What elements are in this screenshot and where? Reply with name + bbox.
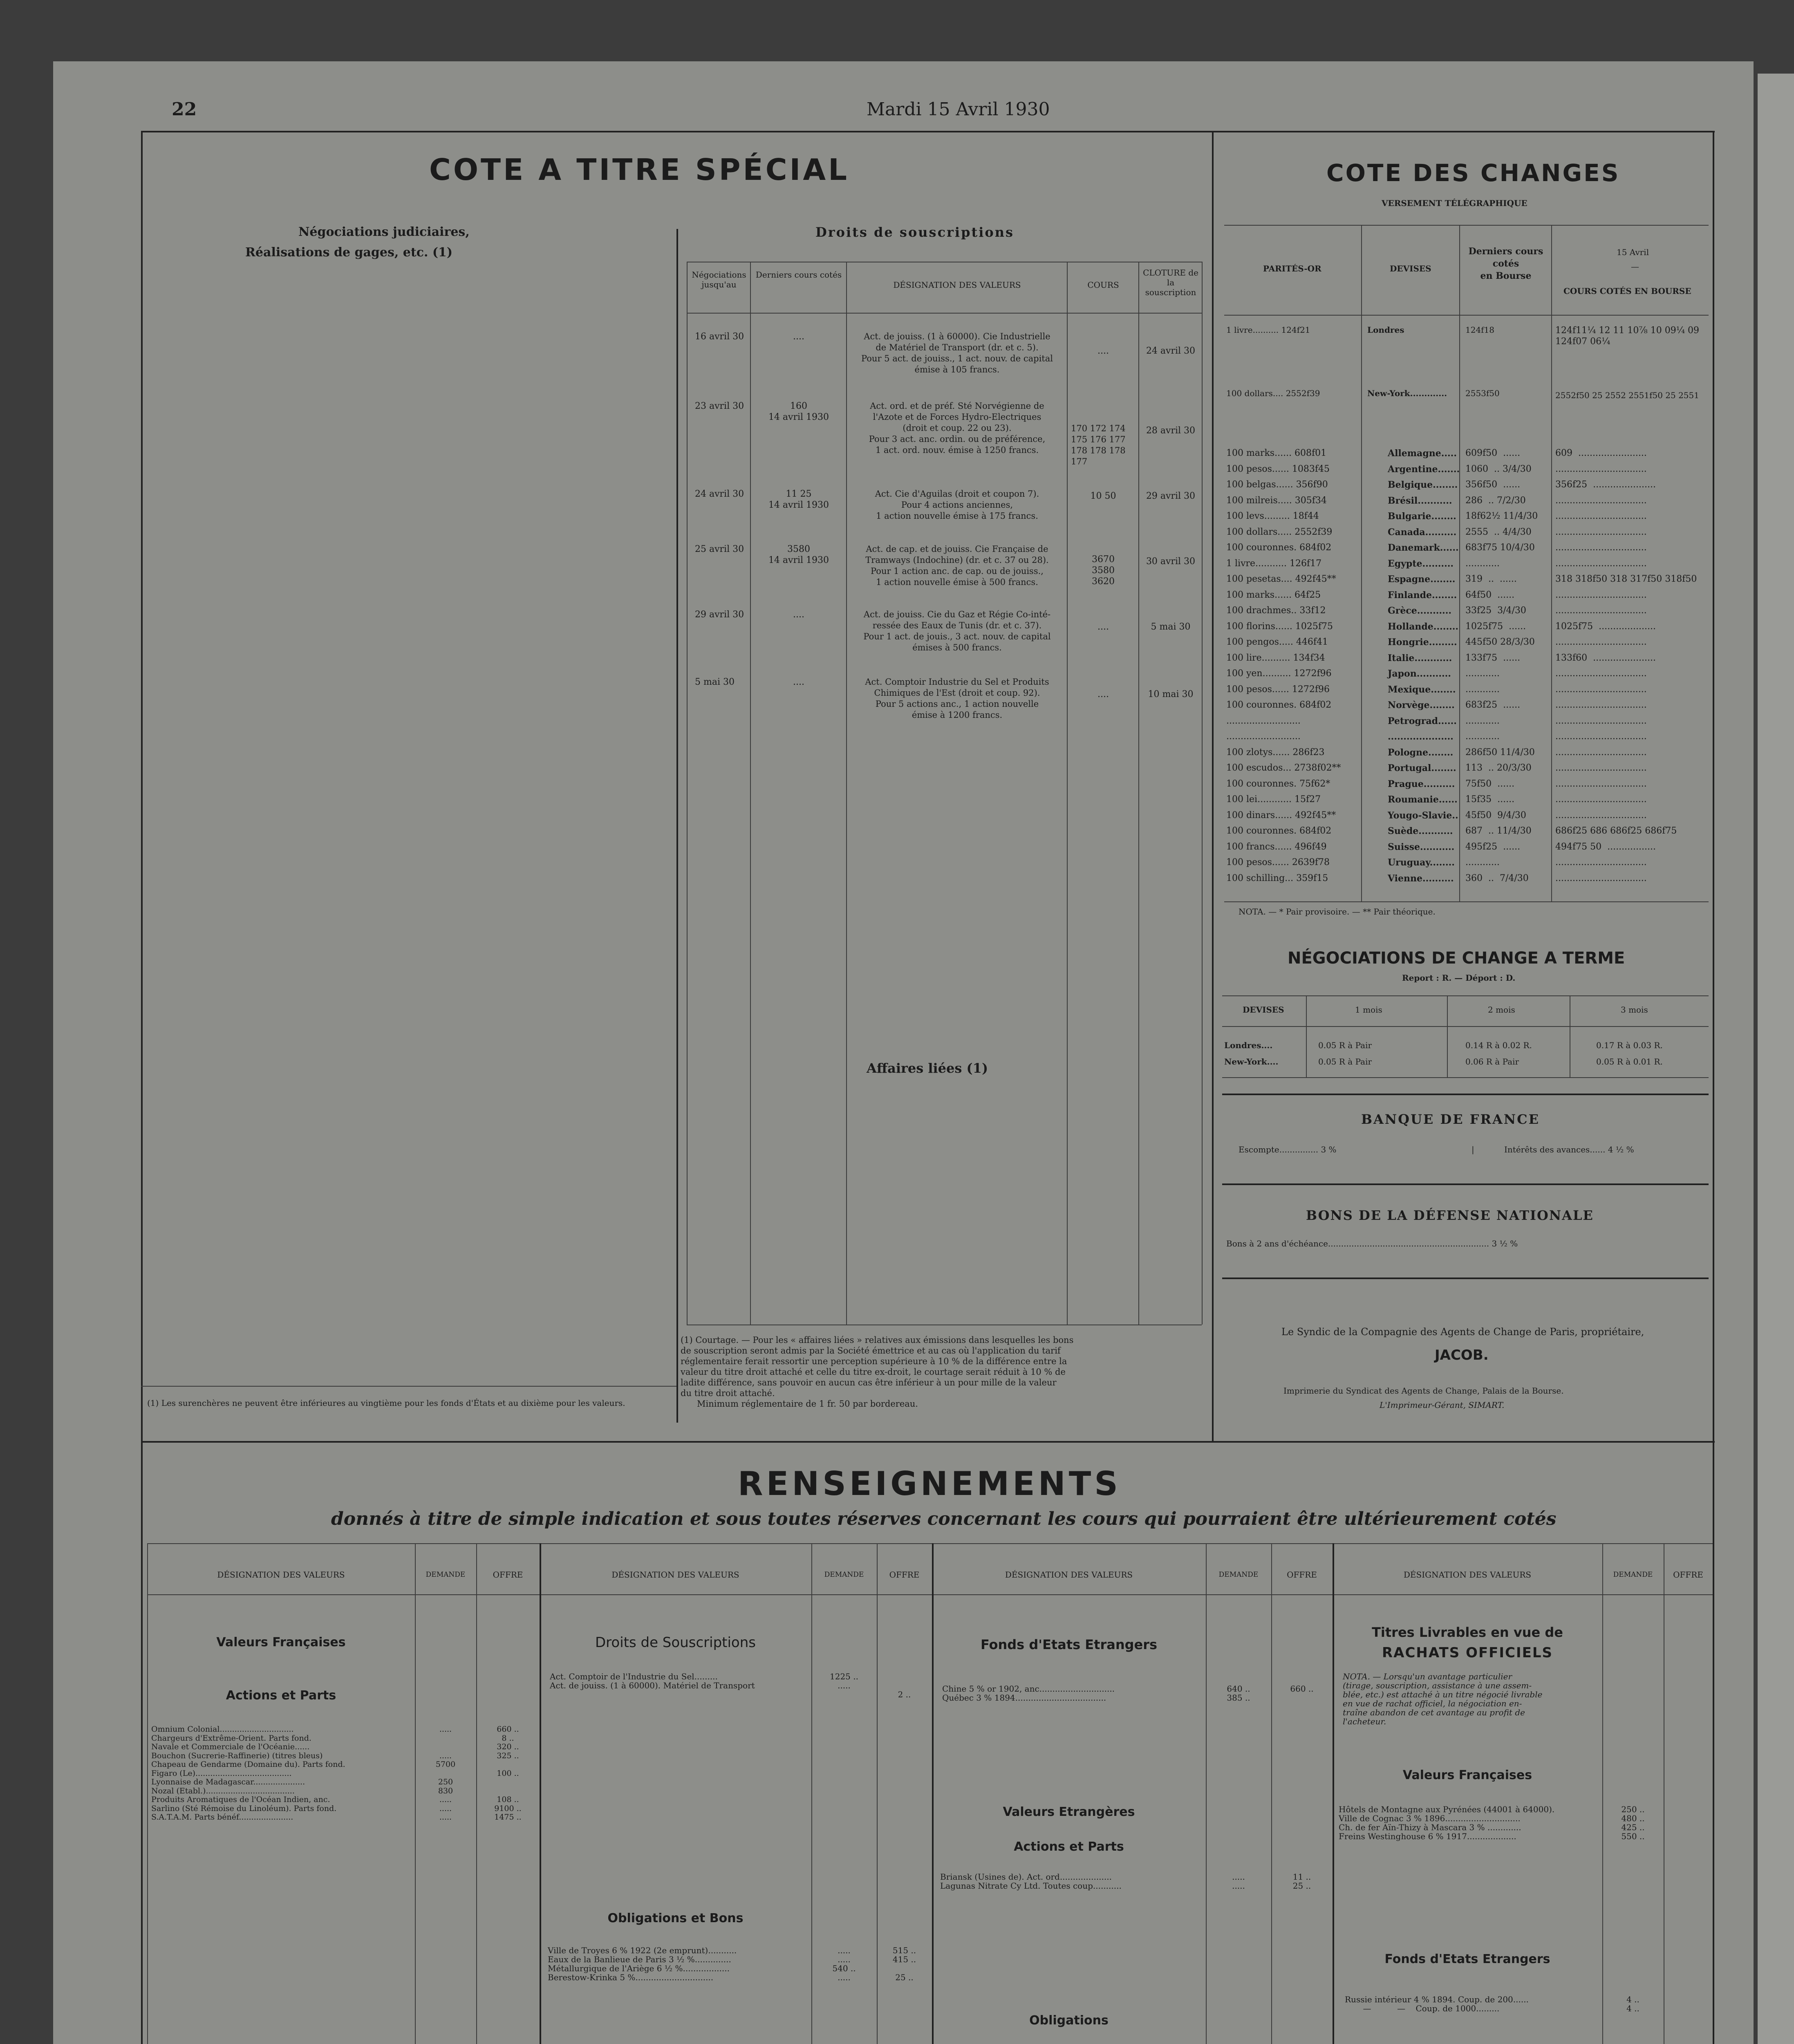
terme-header-1mois: 1 mois <box>1355 1005 1382 1015</box>
rens-c4-items1: Hôtels de Montagne aux Pyrénées (44001 à 64000). Ville de Cognac 3 % 1896............................. Ch. de fer Aïn-Thizy à Mascara 3 % ............. Freins Westinghouse 6 % 1917................... <box>1339 1804 1555 1841</box>
imprimerie-line: Imprimerie du Syndicat des Agents de Change, Palais de la Bourse. <box>1283 1386 1564 1396</box>
bons-line: Bons à 2 ans d'échéance.............................................................. 3 ½ % <box>1226 1239 1518 1248</box>
banque-rule-bottom <box>1222 1183 1709 1185</box>
changes-derniers-list: 609f50 ...... 1060 .. 3/4/30 356f50 ...... 286 .. 7/2/30 18f62½ 11/4/30 2555 .. 4/4/30 683f75 10/4/30 ............ 319 .. ...... 64f50 ...... 33f25 3/4/30 1025f75 ...... 445f50 28/3/30 133f75 ...... ............ ............ 683f25 ...... ............ ............ 286f50 11/4/30 113 .. 20/3/30 75f50 ...... 15f35 ...... 45f50 9/4/30 687 .. 11/4/30 495f25 ...... ............ 360 .. 7/4/30 <box>1465 448 1538 883</box>
droits-row-last: .... <box>793 610 804 620</box>
terme-header-3mois: 3 mois <box>1621 1005 1648 1015</box>
renseignements-title: RENSEIGNEMENTS <box>738 1465 1121 1503</box>
rens-col-line <box>1602 1543 1603 2044</box>
cote-special-title: COTE A TITRE SPÉCIAL <box>429 152 849 187</box>
terme-londres: Londres.... <box>1224 1040 1273 1050</box>
gerant-line: L'Imprimeur-Gérant, SIMART. <box>1380 1400 1505 1410</box>
droits-row-desc: Act. Cie d'Aguilas (droit et coupon 7). Pour 4 actions anciennes, 1 action nouvelle émise à 175 francs. <box>875 489 1039 521</box>
terme-header-devises: DEVISES <box>1243 1005 1284 1015</box>
droits-row-date: 24 avril 30 <box>695 489 744 499</box>
rens-h-demande: DEMANDE <box>1218 1571 1259 1579</box>
droits-col-line <box>1202 262 1203 1325</box>
rens-h-offre: OFFRE <box>1287 1570 1317 1580</box>
terme-londres-3: 0.17 R à 0.03 R. <box>1596 1040 1663 1050</box>
rens-c3-sec1: Fonds d'Etats Etrangers <box>980 1637 1158 1652</box>
droits-header-cours: COURS <box>1087 280 1119 290</box>
terme-title: NÉGOCIATIONS DE CHANGE A TERME <box>1288 949 1625 968</box>
rens-h-desig: DÉSIGNATION DES VALEURS <box>1005 1570 1133 1580</box>
droits-row-cours: 3670 3580 3620 <box>1092 554 1115 587</box>
rens-col-line <box>147 1543 148 2044</box>
droits-row-cours: 10 50 <box>1090 491 1116 501</box>
droits-row-cloture: 29 avril 30 <box>1146 491 1196 501</box>
changes-divider <box>1212 131 1214 1441</box>
banque-avances: Intérêts des avances...... 4 ½ % <box>1504 1145 1634 1154</box>
rens-c4-demande2: 4 .. 4 .. <box>1626 1995 1639 2013</box>
rens-c2-sec2: Obligations et Bons <box>607 1911 744 1925</box>
renseignements-subtitle: donnés à titre de simple indication et sous toutes réserves concernant les cours qui pourraient être ultérieurement cotés <box>331 1508 1557 1529</box>
rens-c3-demande2: ..... ..... <box>1232 1872 1245 1891</box>
rens-c2-offre2: 515 .. 415 .. 25 .. <box>892 1945 916 1982</box>
droits-row-desc: Act. de jouiss. Cie du Gaz et Régie Co-inté- ressée des Eaux de Tunis (dr. et c. 37). Pour 1 act. de jouis., 3 act. nouv. de capital émises à 500 francs. <box>863 610 1051 652</box>
changes-header-date: 15 Avril <box>1617 247 1649 257</box>
rens-h-demande: DEMANDE <box>824 1571 864 1579</box>
changes-head-top <box>1224 225 1709 226</box>
droits-head-bottom <box>687 313 1202 314</box>
rens-c4-sec3: Fonds d'Etats Etrangers <box>1384 1952 1550 1966</box>
droits-row-cloture: 24 avril 30 <box>1146 346 1196 356</box>
droits-row-cloture: 5 mai 30 <box>1151 622 1191 632</box>
rens-c3-offre2: 11 .. 25 .. <box>1292 1872 1311 1891</box>
rens-h-offre: OFFRE <box>889 1570 920 1580</box>
rens-h-demande: DEMANDE <box>1613 1571 1653 1579</box>
terme-head-top <box>1222 995 1709 996</box>
changes-dollar-cours: 2552f50 25 2552 2551f50 25 2551 <box>1555 390 1699 400</box>
droits-col-line <box>687 262 688 1325</box>
droits-row-cloture: 30 avril 30 <box>1146 556 1196 567</box>
rens-c3-demande1: 640 .. 385 .. <box>1227 1684 1250 1703</box>
droits-row-desc: Act. Comptoir Industrie du Sel et Produits Chimiques de l'Est (droit et coup. 92). Pour 5 actions anc., 1 action nouvelle émise à 1200 francs. <box>865 677 1049 720</box>
rens-col-line <box>540 1543 541 2044</box>
terme-header-2mois: 2 mois <box>1488 1005 1515 1015</box>
changes-dollar-last: 2553f50 <box>1465 388 1500 398</box>
droits-row-last: 11 25 14 avril 1930 <box>768 489 829 510</box>
changes-header-devises: DEVISES <box>1390 264 1431 273</box>
rens-c2-demande1: 1225 .. ..... <box>830 1672 858 1690</box>
page-date: Mardi 15 Avril 1930 <box>867 99 1050 120</box>
rens-col-line <box>1206 1543 1207 2044</box>
courtage-note: (1) Courtage. — Pour les « affaires liées » relatives aux émissions dans lesquelles les bons de souscription seront admis par la Société émettrice et au cas où l'application du tarif réglementaire ferait ressortir une perception supérieure à 10 % de la différence entre la valeur du titre droit attaché et celle du titre ex-droit, le courtage serait réduit à 10 % de ladite différence, sans pouvoir en aucun cas être inférieur à un pour mille de la valeur du titre droit attaché. Minimum réglementaire de 1 fr. 50 par bordereau. <box>681 1335 1074 1409</box>
changes-livre-parite: 1 livre.......... 124f21 <box>1226 325 1310 335</box>
rens-h-desig: DÉSIGNATION DES VALEURS <box>217 1570 345 1580</box>
changes-header-dash: — <box>1631 262 1639 271</box>
rens-c2-items2: Ville de Troyes 6 % 1922 (2e emprunt)........... Eaux de la Banlieue de Paris 3 ½ %.............. Métallurgique de l'Ariège 6 ½ %.................. Berestow-Krinka 5 %.............................. <box>548 1945 737 1982</box>
rens-h-offre: OFFRE <box>1673 1570 1703 1580</box>
rens-c4-sec1a: Titres Livrables en vue de <box>1372 1625 1563 1640</box>
rens-c1-demande: ..... ..... 5700 250 830 ..... ..... ..... <box>435 1725 456 1822</box>
banque-separator: | <box>1471 1145 1474 1154</box>
rens-c4-sec1b: RACHATS OFFICIELS <box>1382 1645 1553 1661</box>
changes-subtitle: VERSEMENT TÉLÉGRAPHIQUE <box>1382 198 1527 208</box>
rens-c4-items2: Russie intérieur 4 % 1894. Coup. de 200...... — — Coup. de 1000......... <box>1345 1995 1529 2013</box>
droits-col-line <box>846 262 847 1325</box>
droits-row-desc: Act. de cap. et de jouiss. Cie Française de Tramways (Indochine) (dr. et c. 37 ou 28). Pour 1 action anc. de cap. ou de jouiss., 1 action nouvelle émise à 500 francs. <box>865 544 1049 587</box>
changes-cours-list: 609 ........................ ................................ 356f25 ...................... ................................ ................................ ................................ ................................ ................................ 318 318f50 318 317f50 318f50 ................................ ................................ 1025f75 .................... ................................ 133f60 ...................... ................................ ................................ ................................ ................................ ................................ ................................ ................................ ................................ ................................ ................................ 686f25 686 686f25 686f75 494f75 50 ................. ................................ ................................ <box>1555 448 1697 883</box>
droits-row-cours: .... <box>1097 346 1109 356</box>
changes-dollar-devise: New-York............. <box>1367 388 1447 398</box>
droits-row-date: 5 mai 30 <box>695 677 735 687</box>
rens-col-line <box>1333 1543 1334 2044</box>
rens-c4-nota: NOTA. — Lorsqu'un avantage particulier (tirage, souscription, assistance à une assem- blée, etc.) est attaché à un titre négocié livrable en vue de rachat officiel, la négociation en- traîne abandon de cet avantage au profit de l'acheteur. <box>1343 1672 1543 1726</box>
changes-header-derniers: Derniers cours cotés en Bourse <box>1468 246 1543 281</box>
droits-row-desc: Act. de jouiss. (1 à 60000). Cie Industrielle de Matériel de Transport (dr. et c. 5). Pour 5 act. de jouiss., 1 act. nouv. de capital émise à 105 francs. <box>861 332 1053 374</box>
rens-c2-sec1: Droits de Souscriptions <box>595 1634 756 1651</box>
banque-escompte: Escompte............... 3 % <box>1239 1145 1337 1154</box>
rens-c4-demande1: 250 .. 480 .. 425 .. 550 .. <box>1621 1804 1645 1841</box>
banque-rule-top <box>1222 1094 1709 1095</box>
terme-head-bottom <box>1222 1026 1709 1027</box>
changes-header-cours: COURS COTÉS EN BOURSE <box>1563 286 1691 296</box>
droits-col-line <box>750 262 751 1325</box>
rens-col-line <box>1271 1543 1272 2044</box>
terme-londres-1: 0.05 R à Pair <box>1318 1040 1372 1050</box>
rens-c1-sec2: Actions et Parts <box>226 1688 336 1703</box>
changes-parites-list: 100 marks...... 608f01 100 pesos...... 1083f45 100 belgas...... 356f90 100 milreis..... 305f34 100 levs......... 18f44 100 dollars..... 2552f39 100 couronnes. 684f02 1 livre........... 126f17 100 pesetas.... 492f45** 100 marks...... 64f25 100 drachmes.. 33f12 100 florins...... 1025f75 100 pengos..... 446f41 100 lire.......... 134f34 100 yen.......... 1272f96 100 pesos...... 1272f96 100 couronnes. 684f02 .......................... .......................... 100 zlotys...... 286f23 100 escudos... 2738f02** 100 couronnes. 75f62* 100 lei............ 15f27 100 dinars...... 492f45** 100 couronnes. 684f02 100 francs...... 496f49 100 pesos...... 2639f78 100 schilling... 359f15 <box>1226 448 1341 883</box>
footnote-left-rule <box>141 1386 676 1387</box>
changes-livre-cours: 124f11¼ 12 11 10⅞ 10 09¼ 09 124f07 06¼ <box>1555 325 1700 347</box>
droits-row-date: 25 avril 30 <box>695 544 744 554</box>
top-rule <box>141 131 1715 132</box>
rens-head-bottom <box>147 1594 1713 1595</box>
rens-c4-sec2: Valeurs Françaises <box>1402 1768 1532 1782</box>
rens-h-desig: DÉSIGNATION DES VALEURS <box>611 1570 739 1580</box>
changes-livre-last: 124f18 <box>1465 325 1495 335</box>
droits-header-negociations: Négociations jusqu'au <box>692 270 746 289</box>
changes-col-line <box>1361 225 1362 901</box>
bons-title: BONS DE LA DÉFENSE NATIONALE <box>1306 1208 1594 1223</box>
droits-row-date: 16 avril 30 <box>695 332 744 342</box>
page-number: 22 <box>172 99 197 120</box>
rens-c3-sec2: Valeurs Etrangères <box>1003 1805 1135 1819</box>
terme-londres-2: 0.14 R à 0.02 R. <box>1465 1040 1532 1050</box>
droits-col-line <box>1138 262 1139 1325</box>
rens-c3-items2: Briansk (Usines de). Act. ord.................... Lagunas Nitrate Cy Ltd. Toutes coup........... <box>940 1872 1122 1891</box>
droits-col-line <box>1067 262 1068 1325</box>
terme-newyork-1: 0.05 R à Pair <box>1318 1057 1372 1067</box>
droits-row-last: .... <box>793 332 804 342</box>
rens-c1-sec1: Valeurs Françaises <box>216 1635 346 1650</box>
droits-row-last: .... <box>793 677 804 687</box>
terme-subtitle: Report : R. — Déport : D. <box>1402 973 1516 983</box>
rens-col-line <box>932 1543 934 2044</box>
terme-newyork: New-York.... <box>1224 1057 1279 1067</box>
changes-livre-devise: Londres <box>1367 325 1404 335</box>
droits-row-cours: .... <box>1097 622 1109 632</box>
changes-nota: NOTA. — * Pair provisoire. — ** Pair théorique. <box>1239 907 1436 917</box>
special-col-divider <box>676 229 678 1423</box>
changes-devises-list: Allemagne..... Argentine....... Belgique........ Brésil........... Bulgarie........ Canada.......... Danemark...... Egypte.......... Espagne........ Finlande........ Grèce........... Hollande........ Hongrie......... Italie............ Japon........... Mexique........ Norvège........ Petrograd...... ..................... Pologne........ Portugal........ Prague.......... Roumanie...... Yougo-Slavie.. Suède........... Suisse........... Uruguay........ Vienne.......... <box>1388 448 1460 884</box>
droits-row-cloture: 10 mai 30 <box>1148 689 1194 699</box>
droits-row-cours: 170 172 174 175 176 177 178 178 178 177 <box>1071 424 1126 466</box>
droits-row-date: 23 avril 30 <box>695 401 744 411</box>
changes-bottom <box>1224 901 1709 902</box>
changes-title: COTE DES CHANGES <box>1326 159 1620 187</box>
affaires-liees-title: Affaires liées (1) <box>867 1060 988 1076</box>
droits-row-cours: .... <box>1097 689 1109 699</box>
rens-c3-offre1: 660 .. <box>1290 1684 1314 1694</box>
rens-c2-demande2: ..... ..... 540 .. ..... <box>832 1945 856 1982</box>
droits-header-cloture: CLOTURE de la souscription <box>1143 268 1198 297</box>
middle-rule <box>141 1441 1715 1443</box>
next-page-edge <box>1758 74 1794 2044</box>
rens-h-demande: DEMANDE <box>426 1571 466 1579</box>
left-rule <box>141 131 143 2044</box>
changes-col-line <box>1551 225 1552 901</box>
droits-row-last: 160 14 avril 1930 <box>768 401 829 422</box>
changes-dollar-parite: 100 dollars.... 2552f39 <box>1226 388 1320 398</box>
terme-col-line <box>1306 995 1307 1077</box>
banque-title: BANQUE DE FRANCE <box>1361 1112 1540 1127</box>
syndic-line: Le Syndic de la Compagnie des Agents de Change de Paris, propriétaire, <box>1281 1326 1644 1338</box>
droits-row-date: 29 avril 30 <box>695 610 744 620</box>
rens-c1-items: Omnium Colonial.............................. Chargeurs d'Extrême-Orient. Parts fond. Navale et Commerciale de l'Océanie...... Bouchon (Sucrerie-Raffinerie) (titres bleus) Chapeau de Gendarme (Domaine du). Parts fond. Figaro (Le)....................................... Lyonnaise de Madagascar..................... Nozal (Etabl.).................................... Produits Aromatiques de l'Océan Indien, anc. Sarlino (Sté Rémoise du Linoléum). Parts fond. S.A.T.A.M. Parts bénéf...................... <box>151 1725 345 1822</box>
droits-row-cloture: 28 avril 30 <box>1146 426 1196 436</box>
terme-bottom <box>1222 1077 1709 1078</box>
rens-c3-sec4: Obligations <box>1029 2013 1109 2028</box>
judiciaires-title: Négociations judiciaires, <box>298 225 470 239</box>
terme-newyork-2: 0.06 R à Pair <box>1465 1057 1519 1067</box>
syndic-name: JACOB. <box>1435 1347 1489 1363</box>
rens-c2-items1: Act. Comptoir de l'Industrie du Sel......... Act. de jouiss. (1 à 60000). Matériel de Transport <box>550 1672 755 1690</box>
changes-head-bottom <box>1224 315 1709 316</box>
realisations-title: Réalisations de gages, etc. (1) <box>245 245 453 260</box>
right-rule <box>1713 131 1714 2044</box>
rens-c3-items1: Chine 5 % or 1902, anc............................. Québec 3 % 1894................................... <box>942 1684 1115 1703</box>
changes-header-parites: PARITÉS-OR <box>1263 264 1321 273</box>
footnote-surencheres: (1) Les surenchères ne peuvent être inférieures au vingtième pour les fonds d'États et au dixième pour les valeurs. <box>147 1398 625 1408</box>
rens-h-desig: DÉSIGNATION DES VALEURS <box>1403 1570 1532 1580</box>
droits-row-desc: Act. ord. et de préf. Sté Norvégienne de l'Azote et de Forces Hydro-Electriques (droit et coup. 22 ou 23). Pour 3 act. anc. ordin. ou de préférence, 1 act. ord. nouv. émise à 1250 francs. <box>869 401 1046 455</box>
rens-h-offre: OFFRE <box>493 1570 523 1580</box>
bons-rule-bottom <box>1222 1278 1709 1279</box>
rens-c3-sec3: Actions et Parts <box>1014 1840 1124 1854</box>
terme-newyork-3: 0.05 R à 0.01 R. <box>1596 1057 1663 1067</box>
rens-c2-offre1: 2 .. <box>898 1690 911 1699</box>
droits-header-derniers: Derniers cours cotés <box>755 270 842 280</box>
droits-row-last: 3580 14 avril 1930 <box>768 544 829 565</box>
terme-col-line <box>1447 995 1448 1077</box>
rens-c1-offre: 660 .. 8 .. 320 .. 325 .. 100 .. 108 .. 9100 .. 1475 .. <box>494 1725 522 1822</box>
droits-header-designation: DÉSIGNATION DES VALEURS <box>893 280 1021 290</box>
rens-head-top <box>147 1543 1713 1544</box>
droits-title: Droits de souscriptions <box>815 224 1014 240</box>
